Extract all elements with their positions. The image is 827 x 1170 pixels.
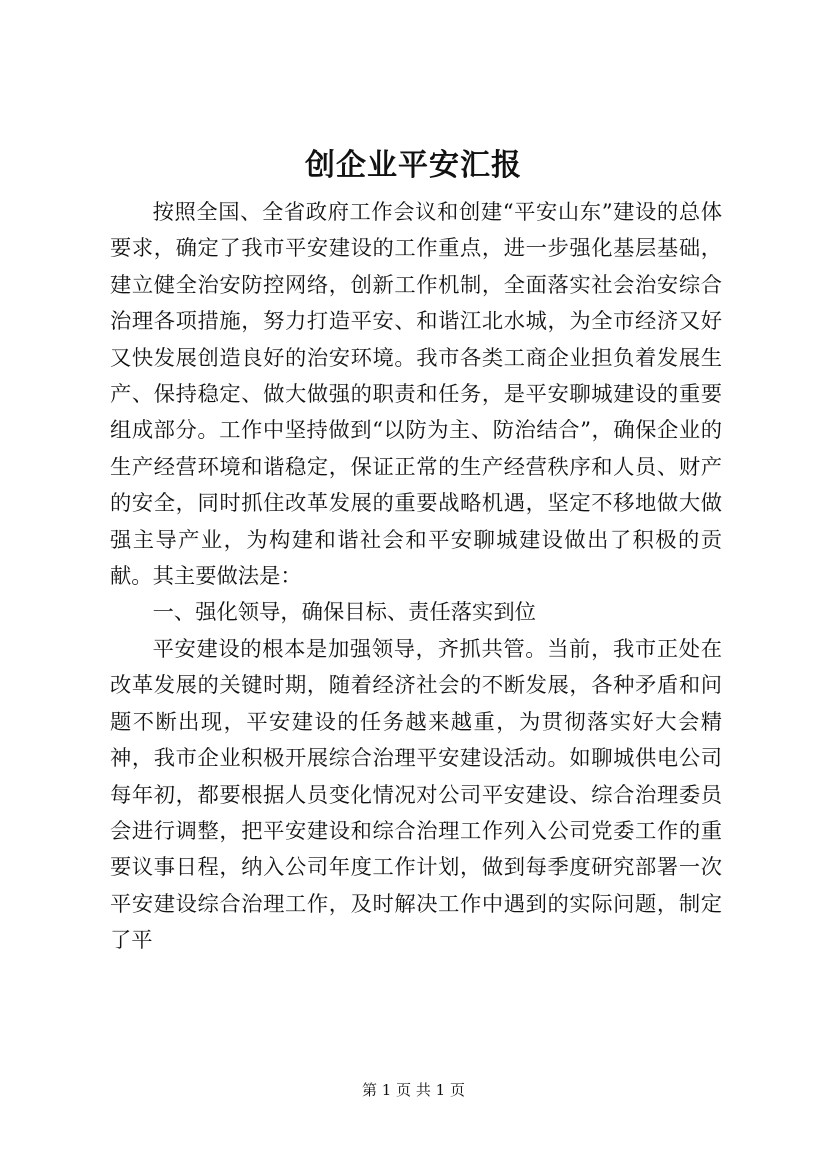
document-body bbox=[110, 195, 722, 960]
paragraph-intro: 按照全国、全省政府工作会议和创建“平安山东”建设的总体要求，确定了我市平安建设的工作重点，进一步强化基层基础，建立健全治安防控网络，创新工作机制，全面落实社会治安综合治理各项措施，努力打造平安、和谐江北水城，为全市经济又好又快发展创造良好的治安环境。我市各类工商企业担负着发展生产、保持稳定、做大做强的职责和任务，是平安聊城建设的重要组成部分。工作中坚持做到“以防为主、防治结合”，确保企业的生产经营环境和谐稳定，保证正常的生产经营秩序和人员、财产的安全，同时抓住改革发展的重要战略机遇，坚定不移地做大做强主导产业，为构建和谐社会和平安聊城建设做出了积极的贡献。其主要做法是： bbox=[110, 200, 722, 590]
paragraph-section-one: 平安建设的根本是加强领导，齐抓共管。当前，我市正处在改革发展的关键时期，随着经济社会的不断发展，各种矛盾和问题不断出现，平安建设的任务越来越重，为贯彻落实好大会精神，我市企业积极开展综合治理平安建设活动。如聊城供电公司每年初，都要根据人员变化情况对公司平安建设、综合治理委员会进行调整，把平安建设和综合治理工作列入公司党委工作的重要议事日程，纳入公司年度工作计划，做到每季度研究部署一次平安建设综合治理工作，及时解决工作中遇到的实际问题，制定了平 bbox=[110, 636, 722, 954]
section-heading: 一、强化领导，确保目标、责任落实到位 bbox=[152, 600, 536, 626]
page-footer: 第 1 页 共 1 页 bbox=[362, 1081, 465, 1099]
document-title: 创企业平安汇报 bbox=[305, 148, 522, 183]
